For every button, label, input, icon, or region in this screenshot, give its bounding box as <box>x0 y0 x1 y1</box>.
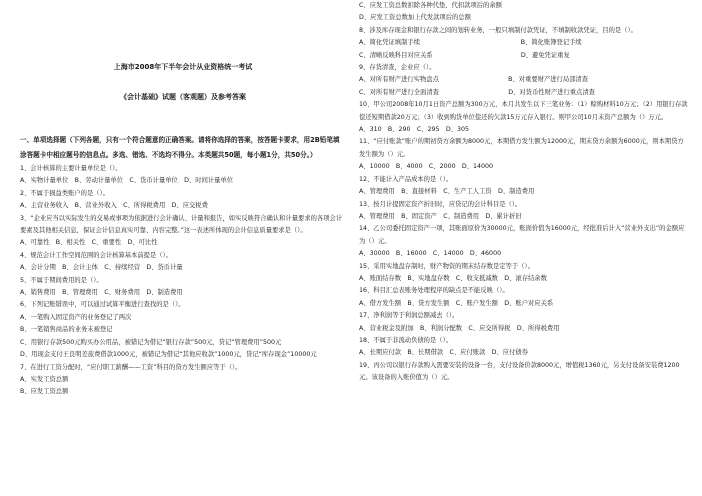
left-column <box>20 0 346 399</box>
section-heading: 一、单项选择题（下列各题，只有一个符合题意的正确答案。请将你选择的答案，按答题卡要求，用2B铅笔填涂答题卡中相应题号的信息点。多选、错选、不选均不得分。本类题共50题，每小题1分，共50分。） <box>20 136 340 159</box>
question-16-options: A、借方发生额 B、贷方发生额 C、账户发生额 D、账户对应关系 <box>359 299 554 307</box>
question-8: 8、涉及库存现金和银行存款之间的划转业务，一般只填制付款凭证，不填制收款凭证，目的是（）。 <box>359 26 637 34</box>
question-5-options: A、销售费用 B、管理费用 C、财务费用 D、制造费用 <box>20 289 183 297</box>
exam-subtitle: 《会计基础》试题（客观题）及参考答案 <box>120 93 246 101</box>
question-7-option-b: B、应发工资总额 <box>20 388 69 396</box>
question-7-option-c: C、应发工资总数扣除各种代垫、代扣款项后的余额 <box>359 2 502 9</box>
question-9-options-cd: C、对所有财产进行全面清查 D、对货币性财产进行重点清查 <box>359 88 595 96</box>
question-6-option-a: A、一笔购入固定资产的业务登记了两次 <box>20 313 132 321</box>
question-2: 2、不属于损益类账户的是（）。 <box>20 189 110 197</box>
question-17: 17、净利润等于利润总额减去（）。 <box>359 312 459 320</box>
question-19: 19、丙公司以银行存款购入需要安装的设备一台，支付设备价款8000元，增值税1360元，另支付设备安装费1200元。该设备的入账价值为（）元。 <box>359 361 680 382</box>
question-17-options: A、营业税金及附加 B、利润分配数 C、应交所得税 D、所得税费用 <box>359 324 560 332</box>
question-11: 11、“应付账款”账户的期初贷方余额为8000元，本期借方发生额为12000元，期末贷方余额为6000元，则本期贷方发生额为（）元。 <box>359 138 684 158</box>
question-2-options: A、主营业务收入 B、营业外收入 C、所得税费用 D、应交税费 <box>20 202 208 210</box>
question-6: 6、下列记账错误中，可以通过试算平衡进行查找的是（）。 <box>20 301 185 309</box>
question-12-options: A、管理费用 B、直接材料 C、生产工人工资 D、制造费用 <box>359 188 535 196</box>
question-15: 15、采用实地盘存制时，财产物资的期末结存数是定等于（）。 <box>359 262 534 270</box>
question-13-options: A、管理费用 B、固定资产 C、制造费用 D、累计折旧 <box>359 212 522 220</box>
question-10-options: A、310 B、290 C、295 D、305 <box>359 126 470 134</box>
question-18-options: A、长期应付款 B、长期借款 C、应付账款 D、应付债券 <box>359 349 528 357</box>
question-16: 16、科目汇总表账务处理程序的缺点是不能反映（）。 <box>359 287 509 295</box>
question-3: 3、“企业应当以实际发生的交易或事项为依据进行会计确认、计量和报告，如实反映符合确认和计量要求的各项会计要素及其他相关信息，保证会计信息真实可靠、内容完整。”这一表述所体现的会计信息质量要求是（）。 <box>20 214 343 235</box>
question-13: 13、按月计提固定资产折旧时，应贷记的会计科目是（）。 <box>359 200 522 208</box>
question-4: 4、规范会计工作空间范围的会计核算基本前提是（）。 <box>20 251 172 259</box>
question-7-option-d: D、应发工资总数加上代发款项后的总额 <box>359 14 471 22</box>
question-9-options-ab: A、对所有财产进行实物盘点 B、对重要财产进行局部清查 <box>359 76 589 84</box>
question-10: 10、甲公司2008年10月1日资产总额为300万元，本月共发生以下三笔业务：（1）赊购材料10万元；（2）用银行存款偿还短期借款20万元；（3）收到购货单位偿还的欠款15万元存入银行。则甲公司10月末资产总额为（）万元。 <box>359 101 688 121</box>
question-14: 14、乙公司委托固定资产一项，其账面原价为30000元，账面价值为16000元，经批准后计入“营业外支出”的金额应为（）元。 <box>359 225 685 245</box>
question-7-option-a: A、实发工资总额 <box>20 375 69 383</box>
question-8-options-cd: C、清晰反映科目对应关系 D、避免凭证重复 <box>359 51 570 59</box>
question-7: 7、在进行工资分配时，“应付职工薪酬——工资”科目的贷方发生额应等于（）。 <box>20 363 242 371</box>
question-12: 12、不能计入产品成本的是（）。 <box>359 175 453 183</box>
question-14-options: A、30000 B、16000 C、14000 D、46000 <box>359 250 502 258</box>
question-11-options: A、10000 B、4000 C、2000 D、14000 <box>359 163 494 171</box>
question-3-options: A、可靠性 B、相关性 C、重要性 D、可比性 <box>20 239 158 247</box>
question-1-options: A、实物计量单位 B、劳动计量单位 C、货币计量单位 D、时间计量单位 <box>20 177 234 185</box>
question-9: 9、存货清查，企业应（）。 <box>359 64 436 72</box>
question-6-option-d: D、用现金支付王良明差旅费借款1000元，被错记为借记“其他应收款”1000元，贷记“库存现金”10000元 <box>20 351 317 359</box>
question-5: 5、不属于期间费用的是（）。 <box>20 276 103 284</box>
question-6-option-c: C、用银行存款500元购买办公用品，被错记为借记“银行存款”500元，贷记“管理费用”500元 <box>20 338 282 346</box>
question-1: 1、会计核算的主要计量单位是（）。 <box>20 165 122 172</box>
right-column <box>359 0 689 385</box>
exam-title: 上海市2008年下半年会计从业资格统一考试 <box>113 63 253 71</box>
question-8-options-ab: A、简化凭证填制手续 B、简化账簿登记手续 <box>359 39 582 47</box>
question-4-options: A、会计分期 B、会计主体 C、持续经营 D、货币计量 <box>20 264 183 272</box>
question-18: 18、不属于非流动负债的是（）。 <box>359 336 453 344</box>
question-6-option-b: B、一笔销售商品的业务未被登记 <box>20 326 113 334</box>
question-15-options: A、账面结存数 B、实地盘存数 C、收支抵减数 D、滚存结余数 <box>359 274 547 282</box>
